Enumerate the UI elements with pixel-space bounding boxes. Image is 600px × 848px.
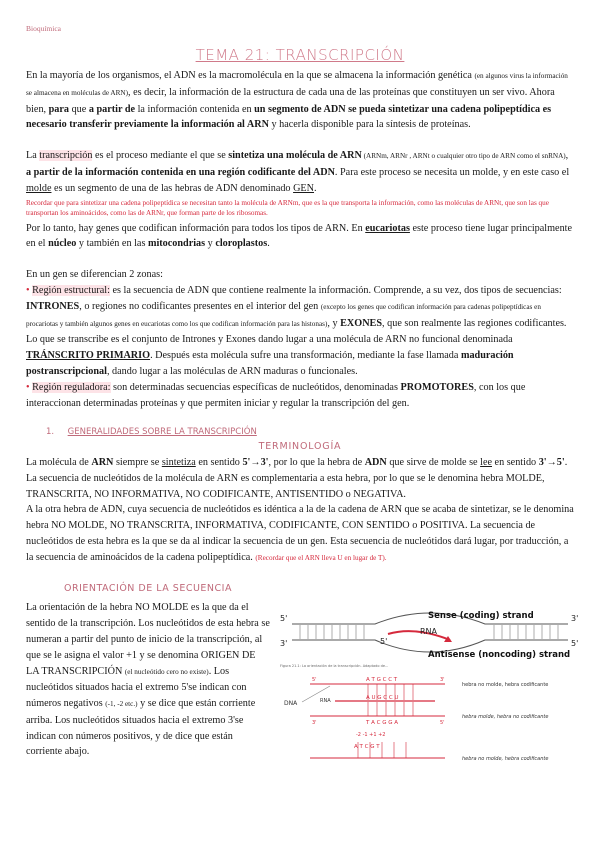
text: en sentido (492, 456, 539, 468)
bold-text: a partir de la información contenida en una región codificante del ADN (26, 166, 335, 178)
bullet: • (26, 284, 33, 296)
bullet: • (26, 381, 33, 393)
text: . Después esta molécula sufre una transformación, mediante la fase llamada (150, 350, 461, 362)
note-red: Recordar que para sintetizar una cadena polipeptídica se necesitan tanto la molécula de ARNm, que es la que transporta la información, como las moléculas de ARNt, que son las que transportan los aminoácidos, como las de ARNr, que forman parte de los ribosomas. (26, 198, 549, 218)
text: y se dice que están corriente arriba. Los nucleótidos situados hacia el extremo 3'se indican con números positivos, y de dice que están corriente abajo. (26, 698, 256, 758)
text: , dando lugar a las moléculas de ARN maduras o funcionales. (106, 365, 358, 377)
bold-text: 5'→3' (242, 456, 269, 468)
text: , y (327, 317, 341, 329)
text: este proceso tiene lugar principalmente en el (26, 222, 573, 250)
label-coding-strand: hebra no molde, hebra codificante (462, 682, 549, 688)
bold-text: PROMOTORES (400, 381, 474, 393)
section-number: 1. (46, 427, 55, 438)
text: en sentido (195, 456, 243, 468)
paragraph-orientacion (26, 600, 271, 760)
text: , con los que interaccionan determinadas proteínas y que permiten iniciar y regular la transcripción del gen. (26, 381, 526, 409)
bold-text: para (48, 103, 70, 115)
text: La molécula de (26, 456, 92, 468)
paragraph-no-molde (26, 502, 574, 566)
orientacion-heading: ORIENTACIÓN DE LA SECUENCIA (64, 582, 232, 594)
note-red: (Recordar que el ARN lleva U en lugar de T). (255, 553, 387, 562)
paragraph-transcripcion (26, 148, 574, 196)
underlined-text: molde (26, 182, 52, 194)
highlight-term: transcripción (39, 150, 93, 162)
rna-label: RNA (320, 698, 331, 704)
text: . (314, 182, 317, 194)
end-5-prime-top: 5' (312, 677, 317, 683)
dna-label: DNA (284, 700, 298, 707)
label-template-strand: hebra molde, hebra no codificante (462, 714, 549, 720)
bold-text: INTRONES (26, 300, 80, 312)
end-3-prime-bottom: 3' (312, 720, 317, 726)
section-title: GENERALIDADES SOBRE LA TRANSCRIPCIÓN (67, 427, 257, 438)
antisense-strand-label: Antisense (noncoding) strand (428, 650, 571, 660)
position-numbers: -2 -1 +1 +2 (356, 732, 386, 738)
bold-text: sintetiza una molécula de ARN (228, 150, 362, 162)
bold-text: EXONES (340, 317, 383, 329)
text: En la mayoría de los organismos, el ADN es la macromolécula en la que se almacena la información genética (26, 70, 475, 81)
sequence-numbered: A T C G T (354, 744, 380, 750)
antisense-5-prime: 5' (571, 639, 579, 648)
text: es un segmento de una de las hebras de ADN denominado (51, 182, 294, 194)
text: es el proceso mediante el que se (92, 150, 229, 162)
text: y (205, 238, 216, 250)
text: que sirve de molde se (386, 456, 481, 468)
paragraph-zonas: En un gen se diferencian 2 zonas: (26, 269, 163, 281)
paragraph-region-reguladora (26, 380, 574, 412)
text: es la secuencia de ADN que contiene realmente la información. Comprende, a su vez, dos tipos de secuencias: (109, 284, 562, 296)
bold-text: cloroplastos (215, 238, 268, 250)
small-note: (excepto los genes que codifican información para cadenas polipeptídicas en procariotas y también algunos genes en eucariotas como los que codifican información para las histonas) (26, 302, 541, 328)
text: , o regiones no codificantes presentes en el interior del gen (79, 300, 321, 312)
rna-sequence: A U G C C U (366, 695, 399, 701)
underlined-text: GEN (293, 182, 315, 194)
bottom-sequence: T A C G G A (366, 720, 398, 726)
sense-5-prime: 5' (280, 614, 288, 623)
paragraph-genes (26, 221, 574, 253)
bold-text: ADN (364, 456, 387, 468)
end-5-prime-bottom: 5' (440, 720, 445, 726)
paragraph-intro (26, 68, 574, 133)
sense-3-prime: 3' (571, 614, 579, 623)
bold-text: ARN (91, 456, 114, 468)
bold-text: mitocondrias (147, 238, 206, 250)
rna-strand (388, 631, 450, 640)
text: . La secuencia de nucleótidos de la molécula de ARN es complementaria a esta hebra, por lo que se le denomina hebra MOLDE, TRANSCRITA, NO INFORMATIVA, NO CODIFICANTE, ANTISENTIDO o NEGATIVA. (26, 456, 568, 500)
text: y hacerla disponible para la síntesis de proteínas. (268, 119, 471, 131)
text: . (267, 238, 270, 250)
end-3-prime-top: 3' (440, 677, 445, 683)
terminologia-heading: TERMINOLOGÍA (258, 441, 342, 453)
text: son determinadas secuencias específicas de nucleótidos, denominadas (110, 381, 401, 393)
text: A la otra hebra de ADN, cuya secuencia de nucleótidos es idéntica a la de la cadena de ARN que se acaba de sintetizar, se le denomina hebra NO MOLDE, NO TRANSCRITA, INFORMATIVA, CODIFICANTE, CON SENTIDO o POSITIVA. La secuencia de nucleótidos de esta hebra es la que se da al indicar la secuencia de un gen. Esta secuencia de nucleótidos dará lugar, por traducción, a la secuencia de aminoácidos de la cadena polipeptídica. (26, 504, 574, 563)
strand-sequence-diagram (280, 672, 580, 772)
small-note: (el nucleótido cero no existe) (124, 667, 209, 676)
bold-text: un segmento de ADN se pueda sintetizar una cadena polipeptídica es necesario transferir previamente la información al ARN (26, 103, 552, 131)
bold-text: 3'→5' (538, 456, 565, 468)
small-note: (ARNm, ARNr , ARNt o cualquier otro tipo de ARN como el snRNA) (361, 152, 566, 161)
text: que (69, 103, 89, 115)
bold-text: maduración postranscripcional (26, 350, 514, 377)
text: La (26, 150, 40, 162)
rna-5-prime: 5' (380, 637, 388, 646)
top-sequence: A T G C C T (366, 677, 398, 683)
text: , que son realmente las regiones codificantes. Lo que se transcribe es el conjunto de Intrones y Exones dando lugar a una molécula de ARN no funcional denominada (26, 317, 567, 346)
text: , es decir, la información de la estructura de cada una de las proteínas que constituyen un ser vivo. Ahora bien, (26, 86, 555, 115)
underlined-bold-text: TRÁNSCRITO PRIMARIO (26, 350, 151, 362)
small-note: (-1, -2 etc.) (105, 700, 138, 709)
bold-text: núcleo (48, 238, 77, 250)
document-header: Bioquímica (26, 24, 61, 33)
text: , por lo que la hebra de (268, 456, 365, 468)
text: La orientación de la hebra NO MOLDE es la que da el sentido de la transcripción. Los nucleótidos de esta hebra se numeran a partir del punto de inicio de la transcripción, al que se le asigna el valor +1 y se denomina ORIGEN DE LA TRANSCRIPCIÓN (26, 602, 270, 677)
paragraph-molde (26, 455, 574, 502)
transcription-bubble-diagram (280, 604, 580, 672)
text: la información contenida en (135, 103, 255, 115)
underlined-text: sintetiza (161, 456, 196, 468)
text: siempre se (113, 456, 162, 468)
antisense-3-prime: 3' (280, 639, 288, 648)
rna-label: RNA (420, 627, 438, 636)
text: Por lo tanto, hay genes que codifican información para todos los tipos de ARN. En (26, 222, 366, 234)
figure-caption: Figura 21.1: La orientación de la transcripción. Adaptado de... (280, 664, 389, 668)
text: , (565, 150, 569, 162)
text: . Para este proceso se necesita un molde, y en este caso el (334, 166, 570, 178)
underlined-text: lee (480, 456, 492, 468)
label-coding-strand-2: hebra no molde, hebra codificante (462, 756, 549, 762)
text: y también en las (76, 238, 148, 250)
underlined-bold-text: eucariotas (365, 222, 410, 234)
highlight-term: Región estructural: (32, 284, 110, 296)
highlight-term: Región reguladora: (32, 381, 111, 393)
paragraph-region-estructural (26, 283, 574, 380)
small-note: (en algunos virus la información se almacena en moléculas de ARN) (26, 72, 568, 97)
page-title: TEMA 21: TRANSCRIPCIÓN (195, 46, 405, 64)
sense-strand-label: Sense (coding) strand (428, 611, 534, 621)
text: . Los nucleótidos situados hacia el extremo 5'se indican con números negativos (26, 665, 247, 710)
bold-text: a partir de (88, 103, 136, 115)
